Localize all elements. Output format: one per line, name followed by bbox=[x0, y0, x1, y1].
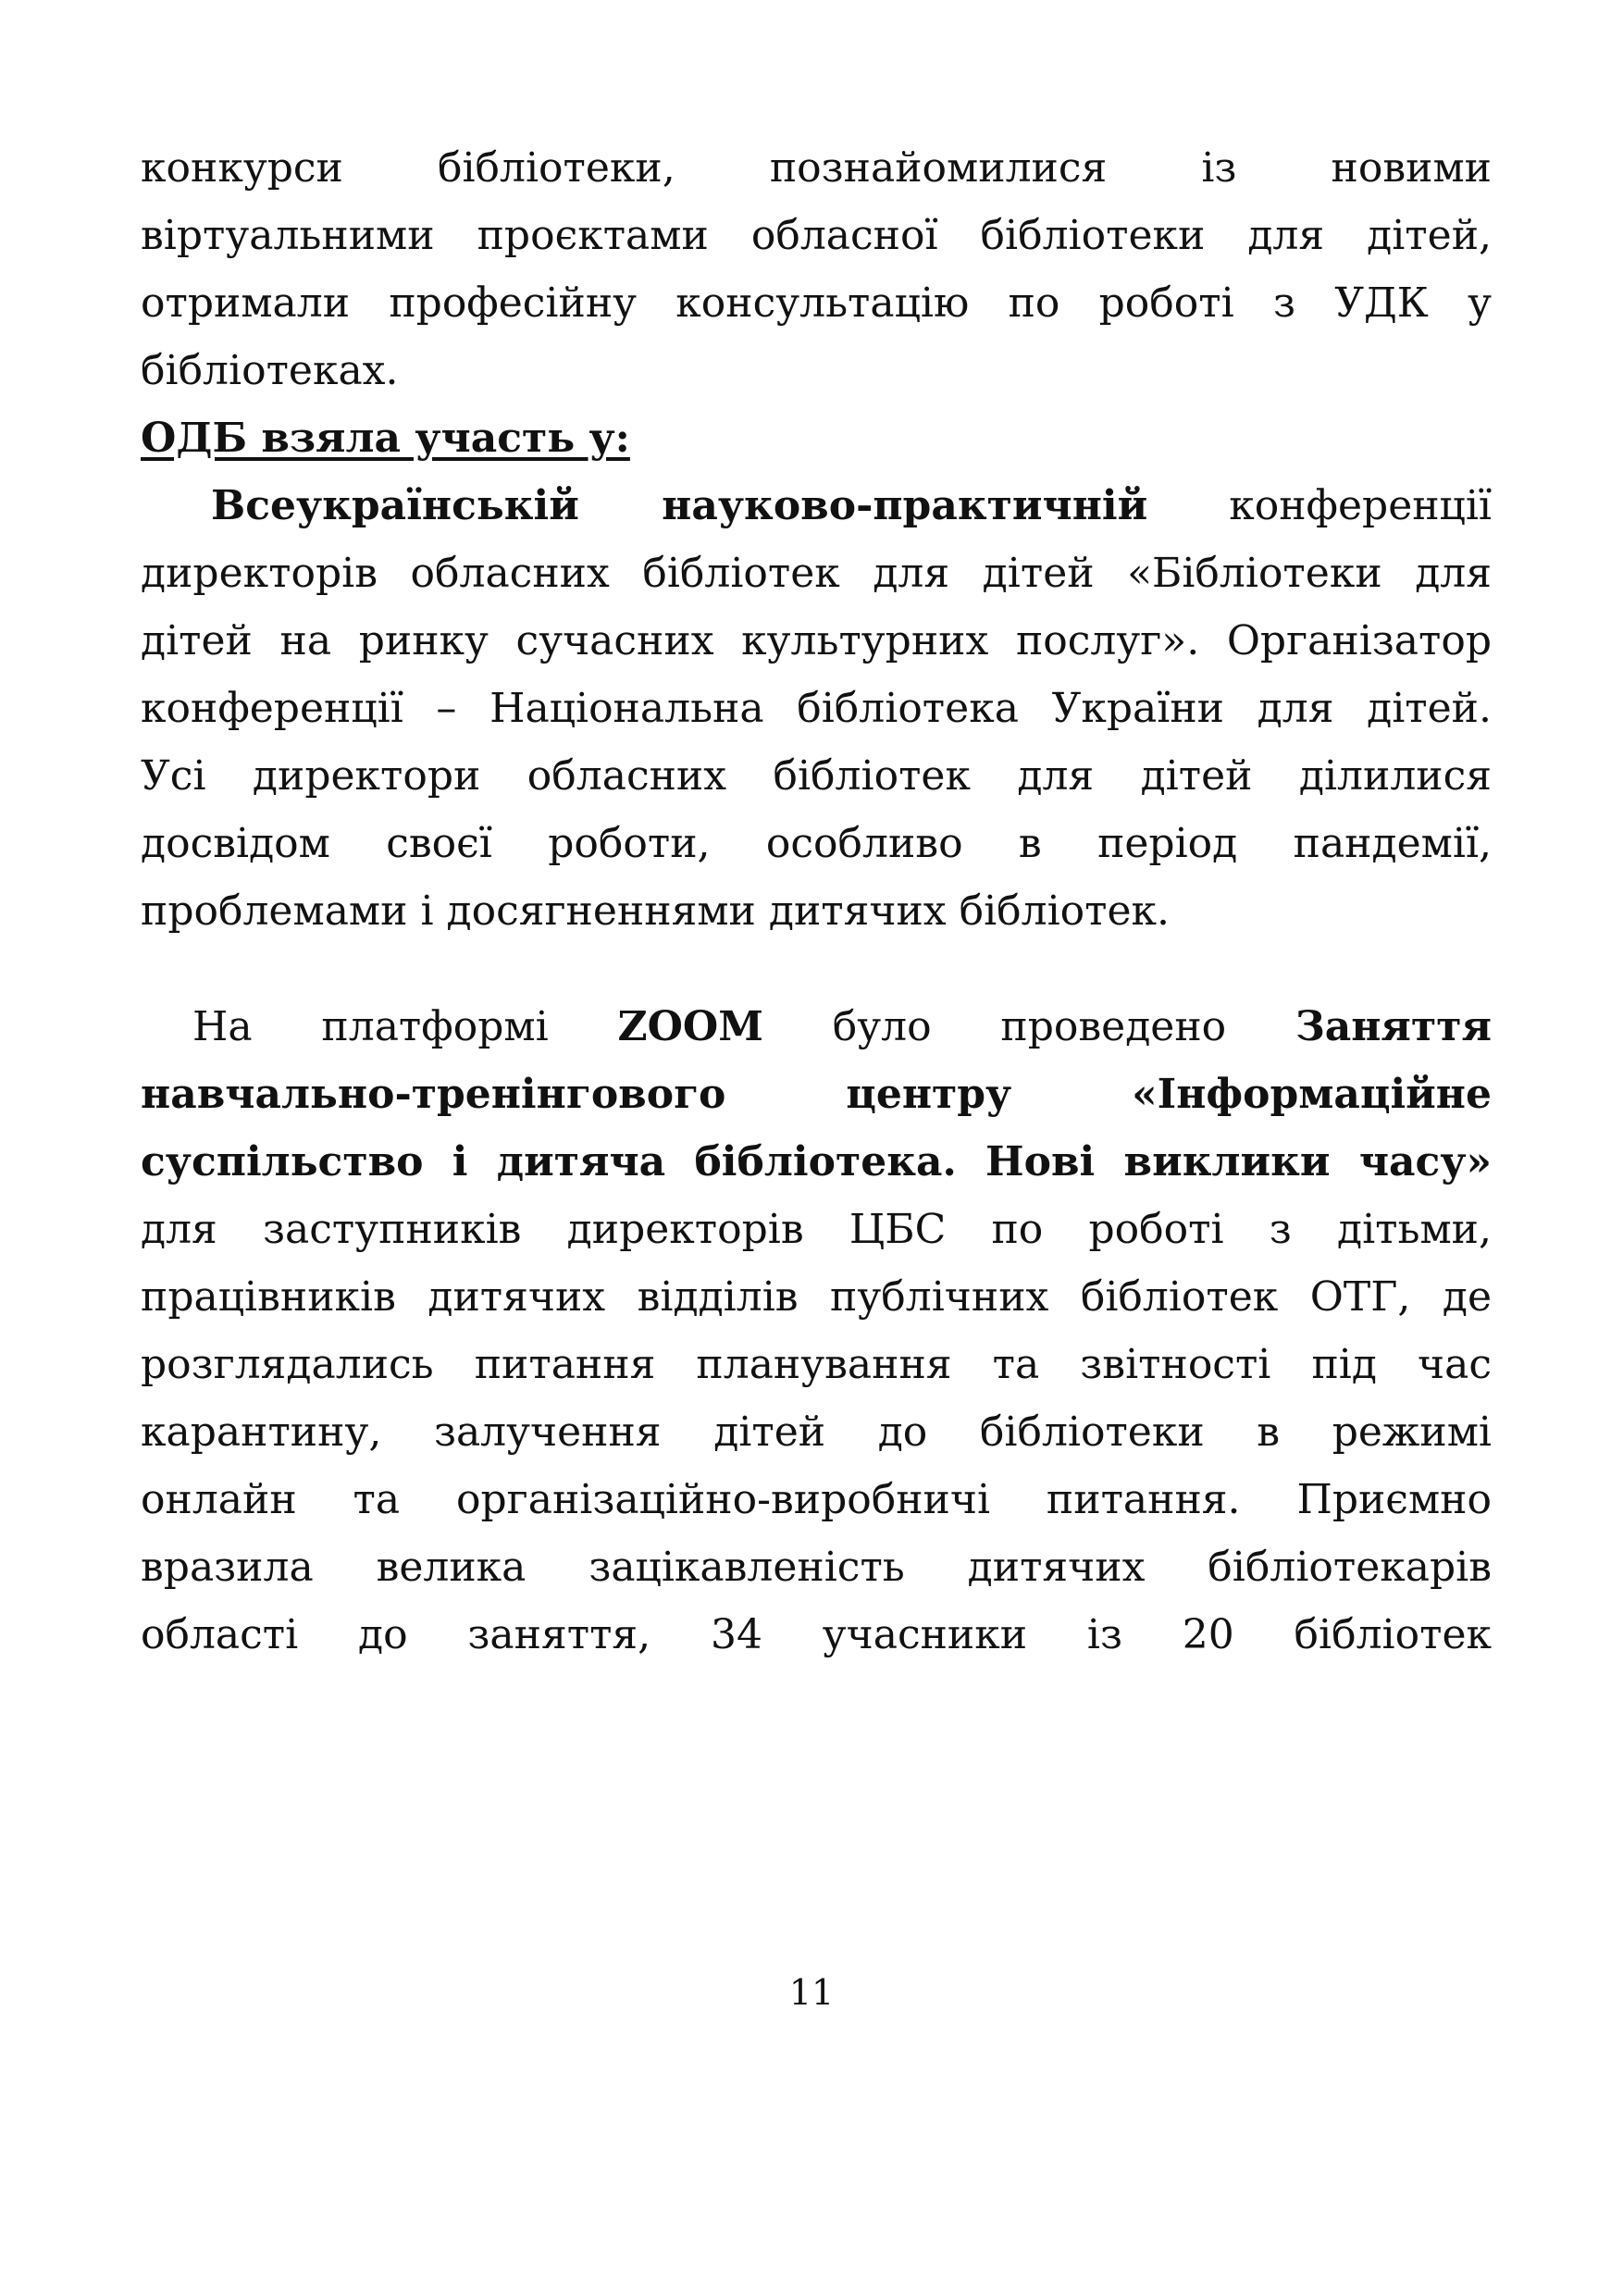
text-line: досвідом своєї роботи, особливо в період пандемії, bbox=[141, 820, 1492, 867]
text-line: області до заняття, 34 учасники із 20 бібліотек bbox=[141, 1611, 1492, 1658]
text-line: віртуальними проєктами обласної бібліотеки для дітей, bbox=[141, 212, 1492, 259]
conference-paragraph bbox=[141, 472, 1492, 945]
conference-title: Всеукраїнській науково-практичній bbox=[211, 482, 1148, 529]
text-line: працівників дитячих відділів публічних бібліотек ОТГ, де bbox=[141, 1273, 1492, 1321]
text-line: бібліотеках. bbox=[141, 347, 399, 394]
text-line: для заступників директорів ЦБС по роботі з дітьми, bbox=[141, 1206, 1492, 1253]
session-title-start: Заняття bbox=[1295, 1003, 1492, 1050]
text-line: конференції – Національна бібліотека України для дітей. bbox=[141, 685, 1492, 732]
text-line: дітей на ринку сучасних культурних послуг». Організатор bbox=[141, 617, 1492, 664]
text-fragment: було проведено bbox=[762, 1003, 1295, 1050]
text-line: конкурси бібліотеки, познайомилися із новими bbox=[141, 144, 1492, 192]
text-fragment: На платформі bbox=[192, 1003, 618, 1050]
text-line: вразила велика зацікавленість дитячих бібліотекарів bbox=[141, 1544, 1492, 1591]
paragraph-gap bbox=[141, 945, 1492, 993]
text-line: карантину, залучення дітей до бібліотеки в режимі bbox=[141, 1409, 1492, 1456]
platform-name: ZOOM bbox=[617, 1003, 763, 1050]
text-line: онлайн та організаційно-виробничі питання. Приємно bbox=[141, 1476, 1492, 1523]
text-line: Усі директори обласних бібліотек для дітей ділилися bbox=[141, 752, 1492, 800]
zoom-paragraph bbox=[141, 993, 1492, 1669]
intro-paragraph bbox=[141, 134, 1492, 404]
text-line bbox=[141, 472, 1492, 540]
section-heading: ОДБ взяла участь у: bbox=[141, 415, 630, 462]
text-line: проблемами і досягненнями дитячих бібліотек. bbox=[141, 887, 1171, 935]
session-title-line: навчально-тренінгового центру «Інформаційне bbox=[141, 1071, 1492, 1118]
text-line: отримали професійну консультацію по роботі з УДК у bbox=[141, 279, 1492, 327]
document-body bbox=[141, 134, 1492, 1669]
session-title-line: суспільство і дитяча бібліотека. Нові виклики часу» bbox=[141, 1138, 1492, 1185]
text-line: директорів обласних бібліотек для дітей «Бібліотеки для bbox=[141, 550, 1492, 597]
page-number: 11 bbox=[788, 1972, 835, 2013]
text-fragment: конференції bbox=[1147, 482, 1492, 529]
text-line bbox=[141, 993, 1492, 1061]
text-line: розглядались питання планування та звітності під час bbox=[141, 1341, 1492, 1388]
